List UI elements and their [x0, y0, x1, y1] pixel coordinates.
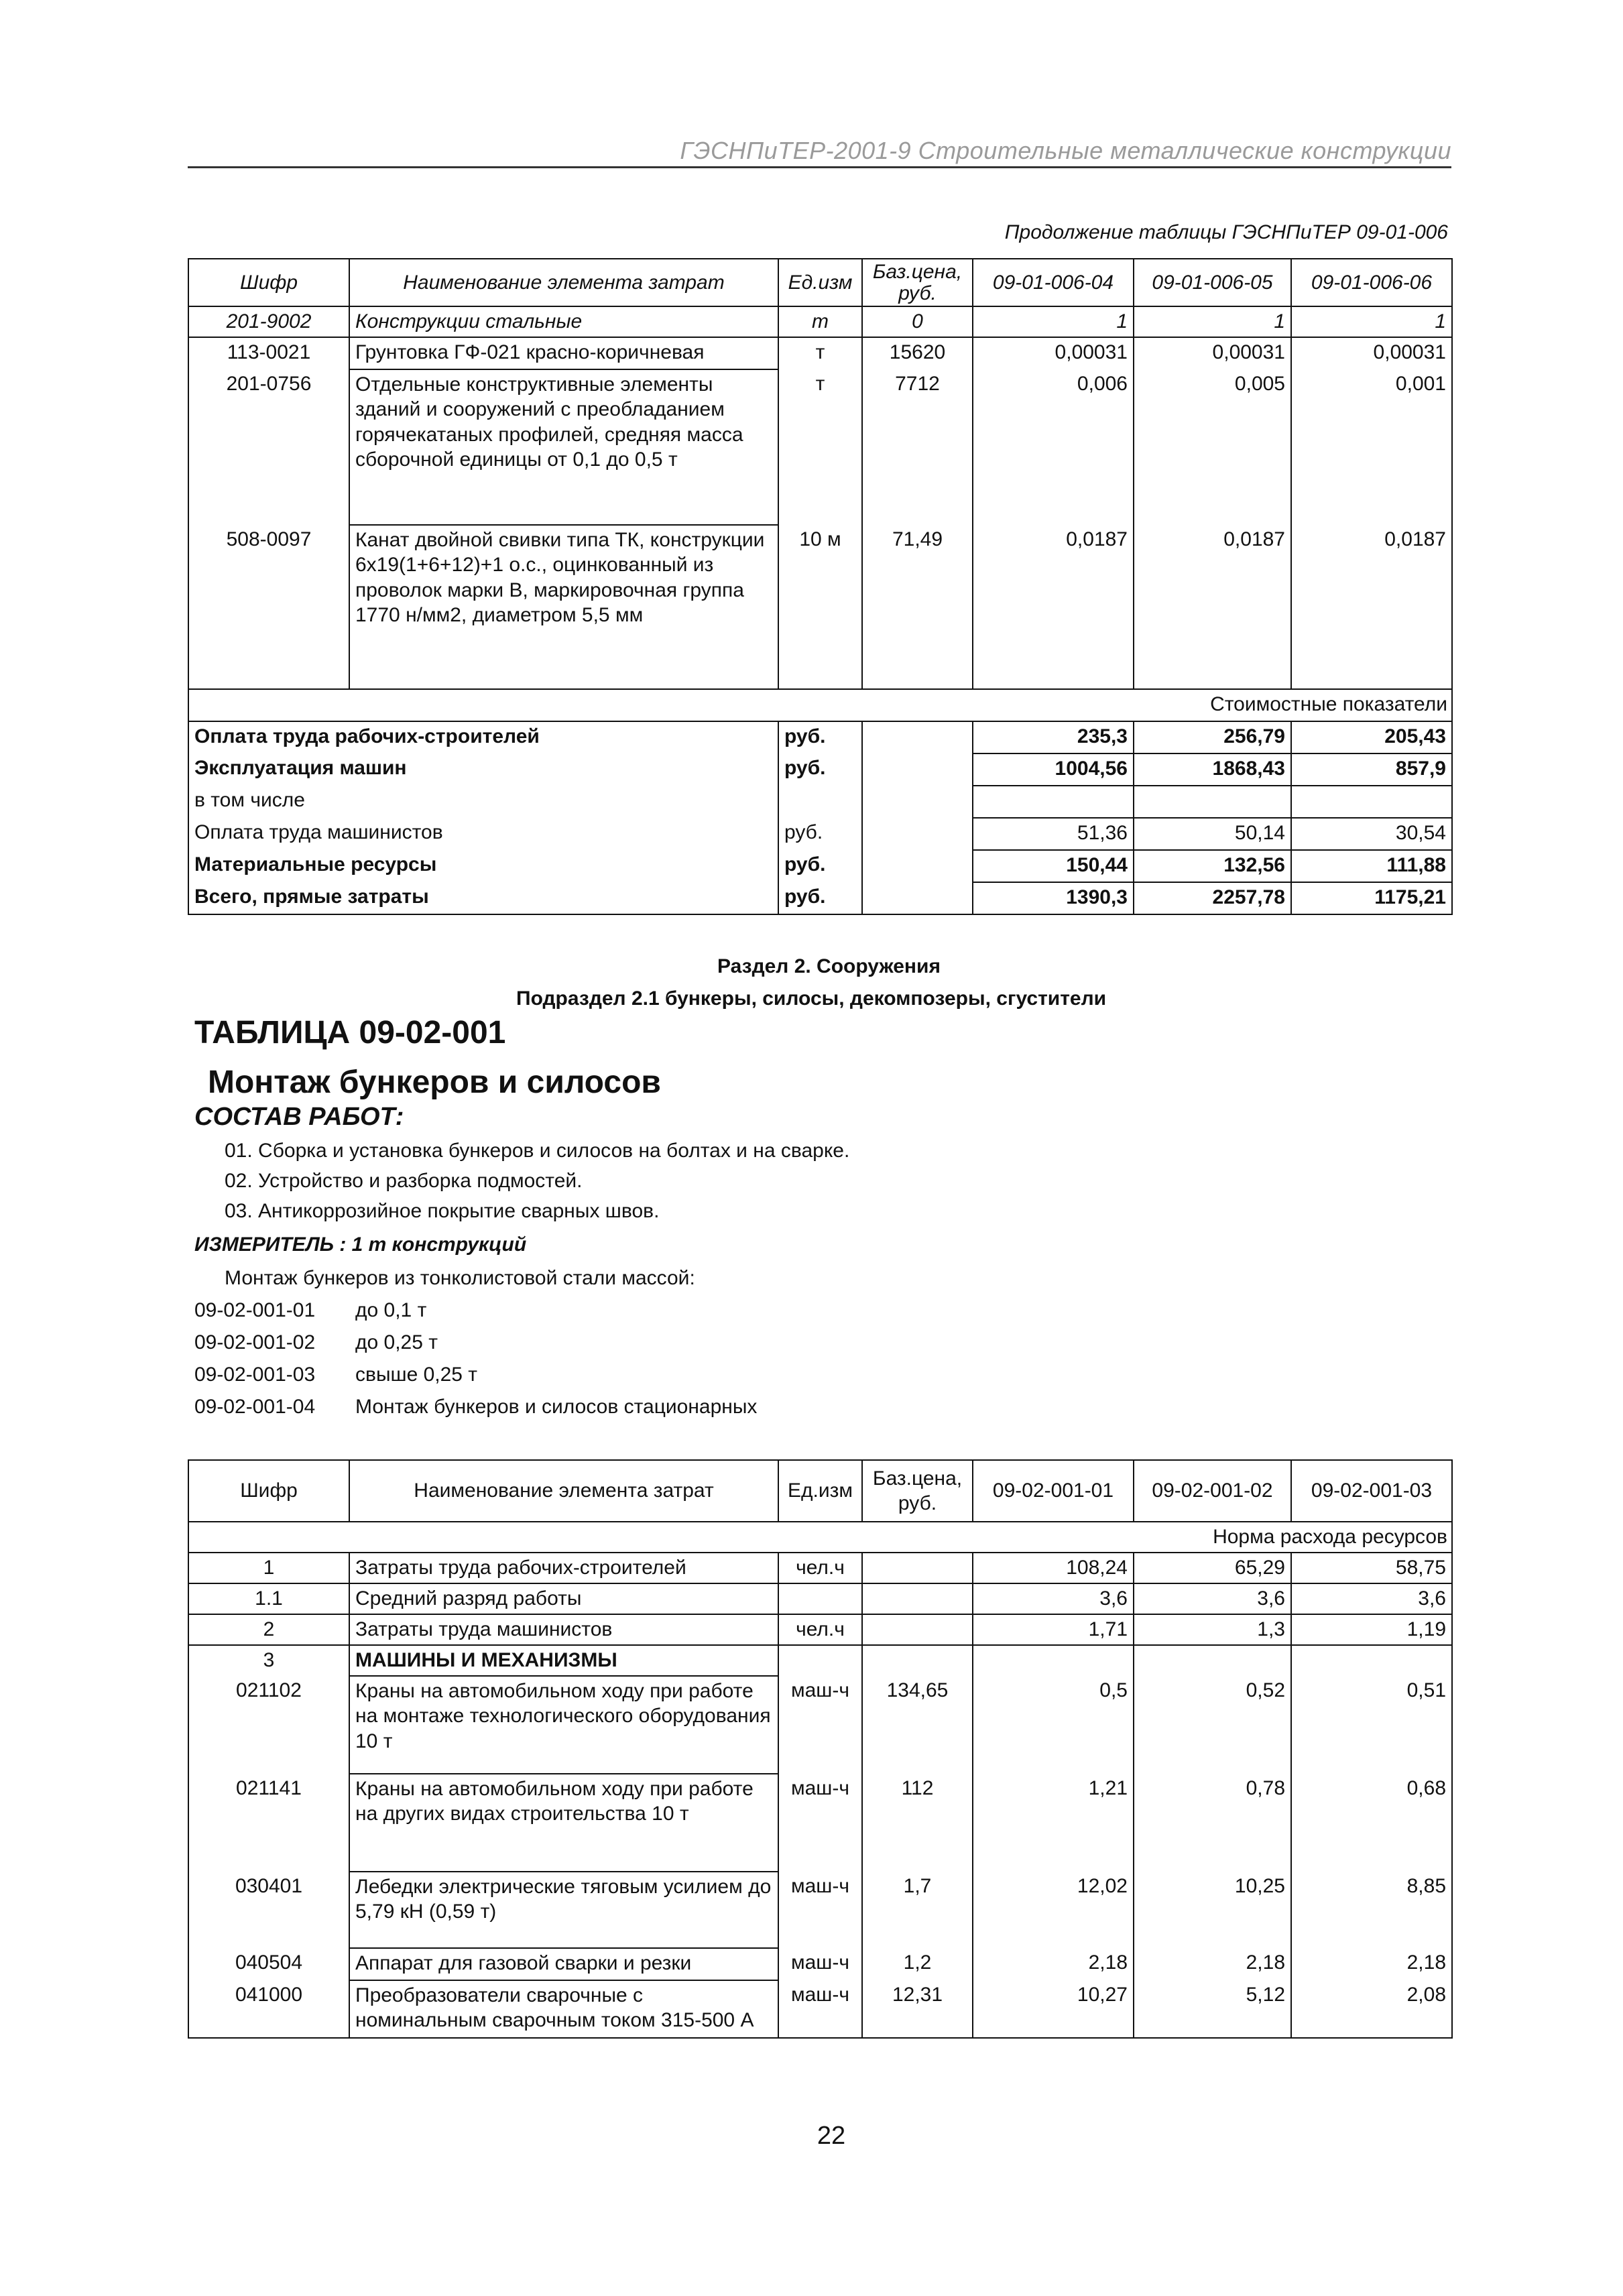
- header-price: Баз.цена, руб.: [862, 1460, 973, 1522]
- code-desc: до 0,1 т: [355, 1299, 427, 1321]
- cost-value-1: 235,3: [973, 721, 1134, 753]
- row-unit: [778, 1645, 862, 1676]
- row-price: [862, 1583, 973, 1614]
- row-unit: [778, 1583, 862, 1614]
- row-name: Средний разряд работы: [349, 1583, 778, 1614]
- row-value-2: 0,78: [1134, 1774, 1291, 1872]
- cost-value-2: 1868,43: [1134, 753, 1291, 786]
- work-item: 02. Устройство и разборка подмостей.: [225, 1170, 583, 1192]
- row-value-1: 1: [973, 306, 1134, 337]
- row-value-1: 3,6: [973, 1583, 1134, 1614]
- code-desc: свыше 0,25 т: [355, 1364, 478, 1386]
- row-value-1: 1,21: [973, 1774, 1134, 1872]
- header-name: Наименование элемента затрат: [349, 1460, 778, 1522]
- norm-section-row: [188, 1522, 1452, 1553]
- header-col-2: 09-02-001-02: [1134, 1460, 1291, 1522]
- code-row: [194, 1299, 426, 1322]
- cost-name: Эксплуатация машин: [188, 753, 778, 786]
- section-title: Раздел 2. Сооружения: [717, 955, 941, 977]
- row-name: МАШИНЫ И МЕХАНИЗМЫ: [349, 1645, 778, 1676]
- row-value-3: 8,85: [1291, 1872, 1452, 1948]
- row-price: 7712: [862, 369, 973, 525]
- row-code: 1: [188, 1553, 349, 1583]
- header-unit: Ед.изм: [778, 259, 862, 306]
- header-code: Шифр: [188, 1460, 349, 1522]
- work-item: 03. Антикоррозийное покрытие сварных швов.: [225, 1200, 660, 1222]
- row-value-3: [1291, 1645, 1452, 1676]
- table-row: [188, 1774, 1452, 1872]
- header-name: Наименование элемента затрат: [349, 259, 778, 306]
- row-value-1: 1,71: [973, 1614, 1134, 1645]
- cost-value-2: 2257,78: [1134, 882, 1291, 914]
- table-row: [188, 1676, 1452, 1774]
- cost-unit: руб.: [778, 818, 862, 850]
- row-value-3: 0,51: [1291, 1676, 1452, 1774]
- header-col-1: 09-02-001-01: [973, 1460, 1134, 1522]
- row-value-1: 0,00031: [973, 337, 1134, 369]
- row-code: 201-9002: [188, 306, 349, 337]
- row-code: 040504: [188, 1948, 349, 1980]
- row-value-2: 2,18: [1134, 1948, 1291, 1980]
- table-id: ТАБЛИЦА 09-02-001: [194, 1015, 506, 1050]
- running-header: [188, 137, 1451, 168]
- row-value-2: 0,005: [1134, 369, 1291, 525]
- row-value-2: 1: [1134, 306, 1291, 337]
- header-price: Баз.цена, руб.: [862, 259, 973, 306]
- table-row: [188, 306, 1452, 337]
- code-row: [194, 1396, 757, 1418]
- code-id: 09-02-001-03: [194, 1364, 316, 1386]
- cost-unit: [778, 786, 862, 818]
- cost-value-1: 1390,3: [973, 882, 1134, 914]
- row-unit: маш-ч: [778, 1872, 862, 1948]
- cost-unit: руб.: [778, 850, 862, 882]
- cost-section-row: [188, 689, 1452, 721]
- cost-row: [188, 882, 1452, 914]
- row-value-1: 2,18: [973, 1948, 1134, 1980]
- row-name: Канат двойной свивки типа ТК, конструкции 6х19(1+6+12)+1 о.с., оцинкованный из проволок марки В, маркировочная группа 1770 н/мм2, диаметром 5,5 мм: [349, 525, 778, 689]
- row-code: 041000: [188, 1980, 349, 2038]
- row-unit: маш-ч: [778, 1676, 862, 1774]
- cost-row: [188, 818, 1452, 850]
- cost-name: Оплата труда машинистов: [188, 818, 778, 850]
- row-unit: т: [778, 369, 862, 525]
- row-name: Грунтовка ГФ-021 красно-коричневая: [349, 337, 778, 369]
- row-code: 3: [188, 1645, 349, 1676]
- cost-name: Всего, прямые затраты: [188, 882, 778, 914]
- row-price: [862, 1614, 973, 1645]
- cost-value-1: 51,36: [973, 818, 1134, 850]
- header-code: Шифр: [188, 259, 349, 306]
- cost-row: [188, 721, 1452, 753]
- row-price: [862, 1645, 973, 1676]
- row-value-3: 0,00031: [1291, 337, 1452, 369]
- code-row: [194, 1331, 438, 1354]
- row-value-3: 0,001: [1291, 369, 1452, 525]
- row-price: 71,49: [862, 525, 973, 689]
- row-value-2: 5,12: [1134, 1980, 1291, 2038]
- cost-name: в том числе: [188, 786, 778, 818]
- cost-value-3: 30,54: [1291, 818, 1452, 850]
- header-col-3: 09-02-001-03: [1291, 1460, 1452, 1522]
- cost-value-2: 256,79: [1134, 721, 1291, 753]
- table-row: [188, 1948, 1452, 1980]
- cost-value-3: [1291, 786, 1452, 818]
- row-name: Затраты труда рабочих-строителей: [349, 1553, 778, 1583]
- code-desc: Монтаж бункеров и силосов стационарных: [355, 1396, 758, 1418]
- row-unit: маш-ч: [778, 1980, 862, 2038]
- row-value-3: 2,08: [1291, 1980, 1452, 2038]
- table-row: [188, 1645, 1452, 1676]
- cost-value-1: [973, 786, 1134, 818]
- cost-value-3: 1175,21: [1291, 882, 1452, 914]
- row-name: Аппарат для газовой сварки и резки: [349, 1948, 778, 1980]
- row-price: 15620: [862, 337, 973, 369]
- code-id: 09-02-001-01: [194, 1299, 316, 1321]
- row-value-1: 0,5: [973, 1676, 1134, 1774]
- row-code: 508-0097: [188, 525, 349, 689]
- header-unit: Ед.изм: [778, 1460, 862, 1522]
- cost-name: Материальные ресурсы: [188, 850, 778, 882]
- row-price: 134,65: [862, 1676, 973, 1774]
- table-row: [188, 1872, 1452, 1948]
- row-value-2: 1,3: [1134, 1614, 1291, 1645]
- codes-intro: Монтаж бункеров из тонколистовой стали массой:: [225, 1267, 695, 1289]
- header-col-2: 09-01-006-05: [1134, 259, 1291, 306]
- table-row: [188, 1553, 1452, 1583]
- work-composition-title: СОСТАВ РАБОТ:: [194, 1103, 404, 1131]
- row-value-1: 10,27: [973, 1980, 1134, 2038]
- row-code: 030401: [188, 1872, 349, 1948]
- code-row: [194, 1364, 477, 1386]
- page-number: 22: [817, 2122, 846, 2150]
- row-price: [862, 1553, 973, 1583]
- table-row: [188, 337, 1452, 369]
- cost-value-3: 857,9: [1291, 753, 1452, 786]
- cost-row: [188, 753, 1452, 786]
- row-name: Преобразователи сварочные с номинальным сварочным током 315-500 А: [349, 1980, 778, 2038]
- row-name: Конструкции стальные: [349, 306, 778, 337]
- row-value-1: [973, 1645, 1134, 1676]
- row-value-3: 0,0187: [1291, 525, 1452, 689]
- row-value-2: 0,00031: [1134, 337, 1291, 369]
- row-price: 112: [862, 1774, 973, 1872]
- row-price: 0: [862, 306, 973, 337]
- row-code: 021141: [188, 1774, 349, 1872]
- continuation-caption: Продолжение таблицы ГЭСНПиТЕР 09-01-006: [1004, 221, 1448, 243]
- cost-value-1: 150,44: [973, 850, 1134, 882]
- row-value-3: 1: [1291, 306, 1452, 337]
- table-row: [188, 1980, 1452, 2038]
- table-name: Монтаж бункеров и силосов: [208, 1065, 661, 1100]
- row-value-2: 10,25: [1134, 1872, 1291, 1948]
- measurement-unit: ИЗМЕРИТЕЛЬ : 1 т конструкций: [194, 1233, 527, 1256]
- running-header-text: ГЭСНПиТЕР-2001-9 Строительные металлические конструкции: [680, 137, 1451, 164]
- row-code: 2: [188, 1614, 349, 1645]
- header-col-1: 09-01-006-04: [973, 259, 1134, 306]
- row-value-2: 65,29: [1134, 1553, 1291, 1583]
- cost-value-3: 205,43: [1291, 721, 1452, 753]
- row-name: Краны на автомобильном ходу при работе на монтаже технологического оборудования 10 т: [349, 1676, 778, 1774]
- table-row: [188, 369, 1452, 525]
- row-unit: т: [778, 306, 862, 337]
- row-value-1: 108,24: [973, 1553, 1134, 1583]
- work-item: 01. Сборка и установка бункеров и силосов на болтах и на сварке.: [225, 1140, 850, 1162]
- row-value-1: 0,0187: [973, 525, 1134, 689]
- table-row: [188, 525, 1452, 689]
- header-col-3: 09-01-006-06: [1291, 259, 1452, 306]
- cost-unit: руб.: [778, 882, 862, 914]
- table-row: [188, 1614, 1452, 1645]
- row-price: 12,31: [862, 1980, 973, 2038]
- row-unit: 10 м: [778, 525, 862, 689]
- row-unit: чел.ч: [778, 1553, 862, 1583]
- cost-value-3: 111,88: [1291, 850, 1452, 882]
- row-code: 113-0021: [188, 337, 349, 369]
- row-name: Отдельные конструктивные элементы зданий и сооружений с преобладанием горячекатаных профилей, средняя масса сборочной единицы от 0,1 до 0,5 т: [349, 369, 778, 525]
- row-code: 1.1: [188, 1583, 349, 1614]
- row-value-3: 58,75: [1291, 1553, 1452, 1583]
- table-header-row: [188, 259, 1452, 306]
- row-code: 201-0756: [188, 369, 349, 525]
- table-header-row: [188, 1460, 1452, 1522]
- cost-value-1: 1004,56: [973, 753, 1134, 786]
- row-unit: маш-ч: [778, 1774, 862, 1872]
- norm-label: Норма расхода ресурсов: [188, 1522, 1452, 1553]
- resource-table-continued: [188, 258, 1453, 915]
- code-desc: до 0,25 т: [355, 1331, 438, 1353]
- cost-row: [188, 786, 1452, 818]
- cost-row: [188, 850, 1452, 882]
- row-name: Лебедки электрические тяговым усилием до 5,79 кН (0,59 т): [349, 1872, 778, 1948]
- row-value-3: 2,18: [1291, 1948, 1452, 1980]
- row-value-3: 0,68: [1291, 1774, 1452, 1872]
- row-value-2: 0,0187: [1134, 525, 1291, 689]
- cost-unit: руб.: [778, 721, 862, 753]
- subsection-title: Подраздел 2.1 бункеры, силосы, декомпозеры, сгустители: [516, 987, 1107, 1010]
- row-value-2: 0,52: [1134, 1676, 1291, 1774]
- row-value-1: 12,02: [973, 1872, 1134, 1948]
- table-row: [188, 1583, 1452, 1614]
- cost-section-label: Стоимостные показатели: [188, 689, 1452, 721]
- cost-value-2: 132,56: [1134, 850, 1291, 882]
- row-name: Затраты труда машинистов: [349, 1614, 778, 1645]
- cost-unit: руб.: [778, 753, 862, 786]
- row-name: Краны на автомобильном ходу при работе на других видах строительства 10 т: [349, 1774, 778, 1872]
- cost-value-2: [1134, 786, 1291, 818]
- code-id: 09-02-001-02: [194, 1331, 316, 1353]
- code-id: 09-02-001-04: [194, 1396, 316, 1418]
- row-value-1: 0,006: [973, 369, 1134, 525]
- cost-name: Оплата труда рабочих-строителей: [188, 721, 778, 753]
- row-price: 1,2: [862, 1948, 973, 1980]
- row-unit: чел.ч: [778, 1614, 862, 1645]
- row-unit: маш-ч: [778, 1948, 862, 1980]
- row-value-2: [1134, 1645, 1291, 1676]
- row-value-3: 3,6: [1291, 1583, 1452, 1614]
- row-price: 1,7: [862, 1872, 973, 1948]
- row-code: 021102: [188, 1676, 349, 1774]
- row-value-2: 3,6: [1134, 1583, 1291, 1614]
- row-value-3: 1,19: [1291, 1614, 1452, 1645]
- resource-table: [188, 1459, 1453, 2039]
- row-unit: т: [778, 337, 862, 369]
- cost-value-2: 50,14: [1134, 818, 1291, 850]
